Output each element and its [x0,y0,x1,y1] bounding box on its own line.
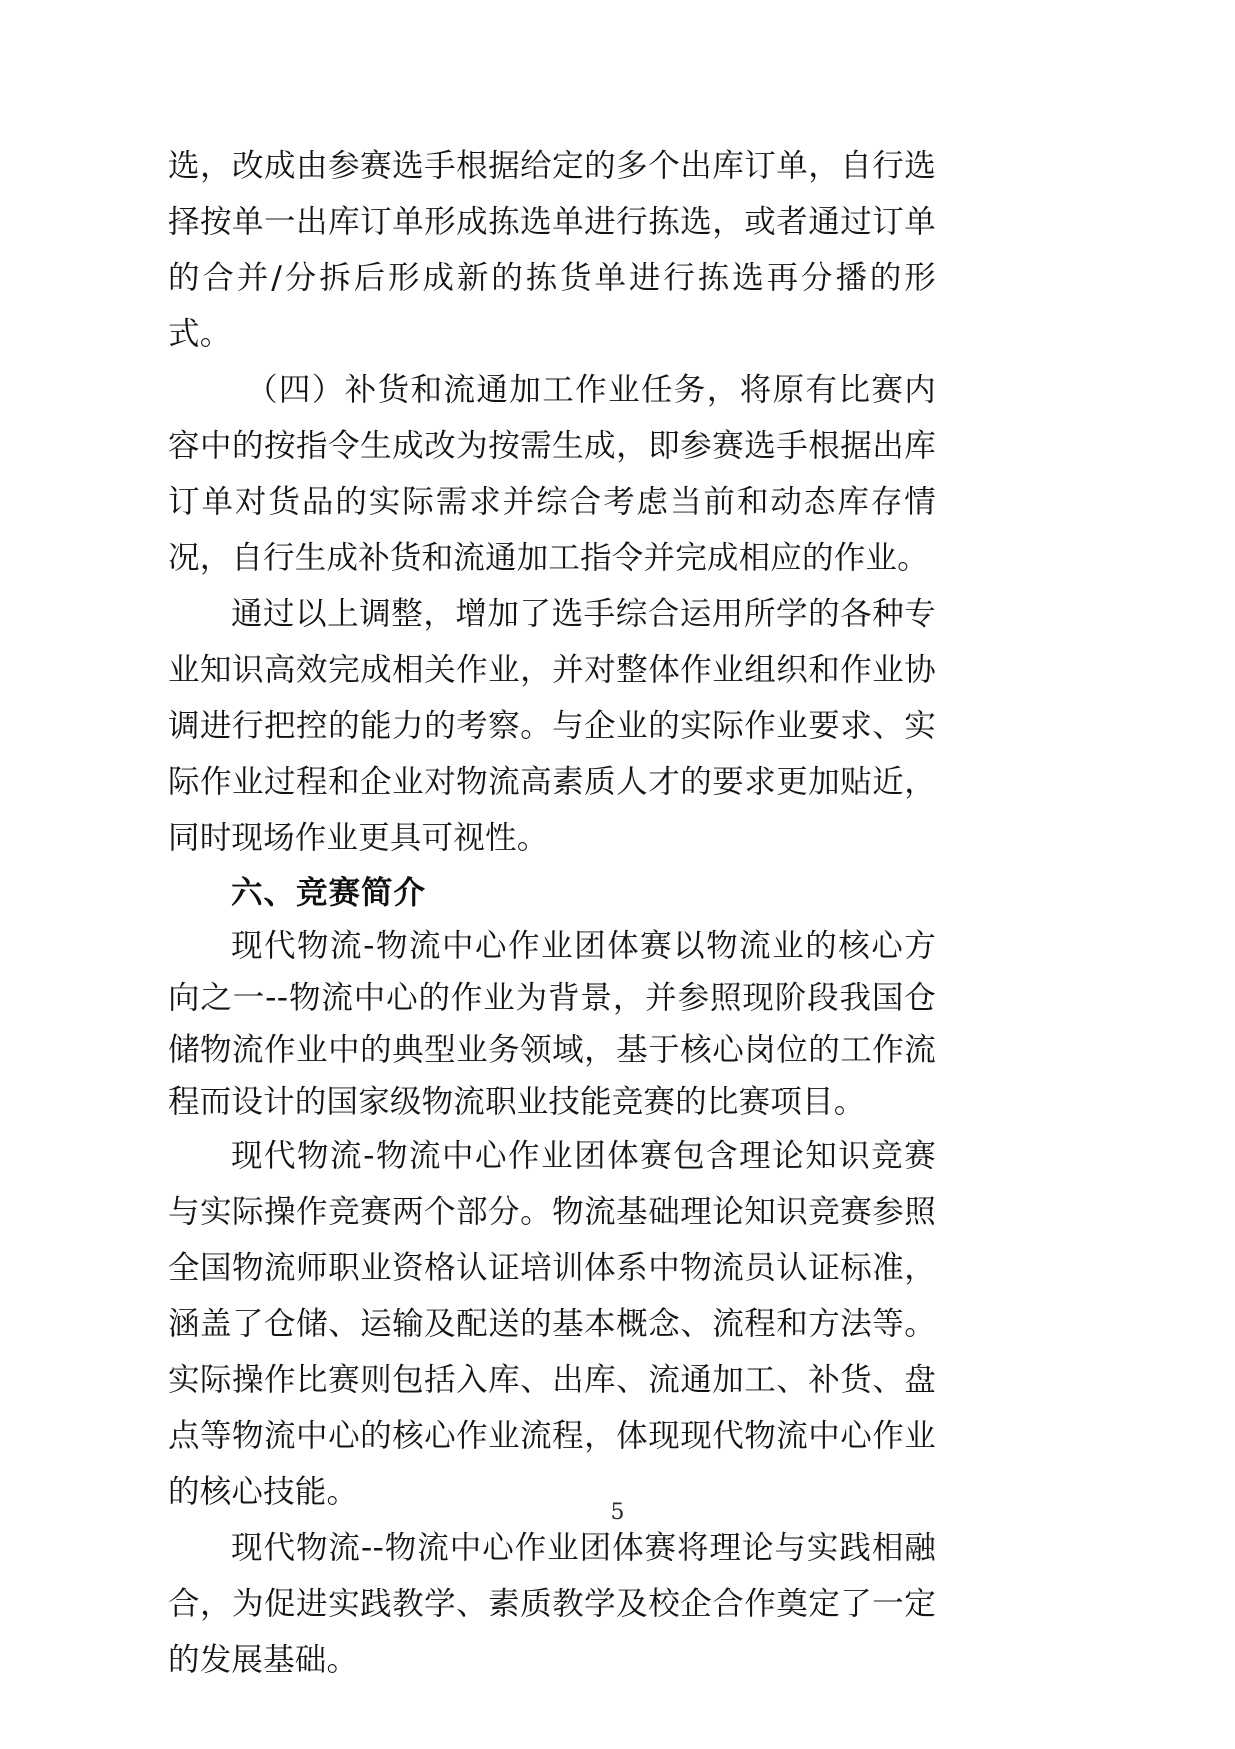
paragraph-intro-background: 现代物流-物流中心作业团体赛以物流业的核心方向之一--物流中心的作业为背景，并参照现阶段我国仓储物流作业中的典型业务领域，基于核心岗位的工作流程而设计的国家级物流职业技能竞赛的比赛项目。 [168,928,936,1120]
paragraph-adjustment-summary: 通过以上调整，增加了选手综合运用所学的各种专业知识高效完成相关作业，并对整体作业组织和作业协调进行把控的能力的考察。与企业的实际作业要求、实际作业过程和企业对物流高素质人才的要求更加贴近，同时现场作业更具可视性。 [168,596,936,856]
paragraph-picking-mode: 选，改成由参赛选手根据给定的多个出库订单，自行选择按单一出库订单形成拣选单进行拣选，或者通过订单的合并/分拆后形成新的拣货单进行拣选再分播的形式。 [168,148,936,352]
section-heading-competition-intro: 六、竞赛简介 [231,875,427,911]
page-body [168,138,936,1688]
paragraph-item-four-replenishment: （四）补货和流通加工作业任务，将原有比赛内容中的按指令生成改为按需生成，即参赛选手根据出库订单对货品的实际需求并综合考虑当前和动态库存情况，自行生成补货和流通加工指令并完成相应的作业。 [168,372,936,576]
paragraph-intro-significance: 现代物流--物流中心作业团体赛将理论与实践相融合，为促进实践教学、素质教学及校企合作奠定了一定的发展基础。 [168,1530,936,1678]
paragraph-intro-contents: 现代物流-物流中心作业团体赛包含理论知识竞赛与实际操作竞赛两个部分。物流基础理论知识竞赛参照全国物流师职业资格认证培训体系中物流员认证标准，涵盖了仓储、运输及配送的基本概念、流程和方法等。实际操作比赛则包括入库、出库、流通加工、补货、盘点等物流中心的核心作业流程，体现现代物流中心作业的核心技能。 [168,1138,936,1510]
page-number: 5 [610,1500,625,1525]
